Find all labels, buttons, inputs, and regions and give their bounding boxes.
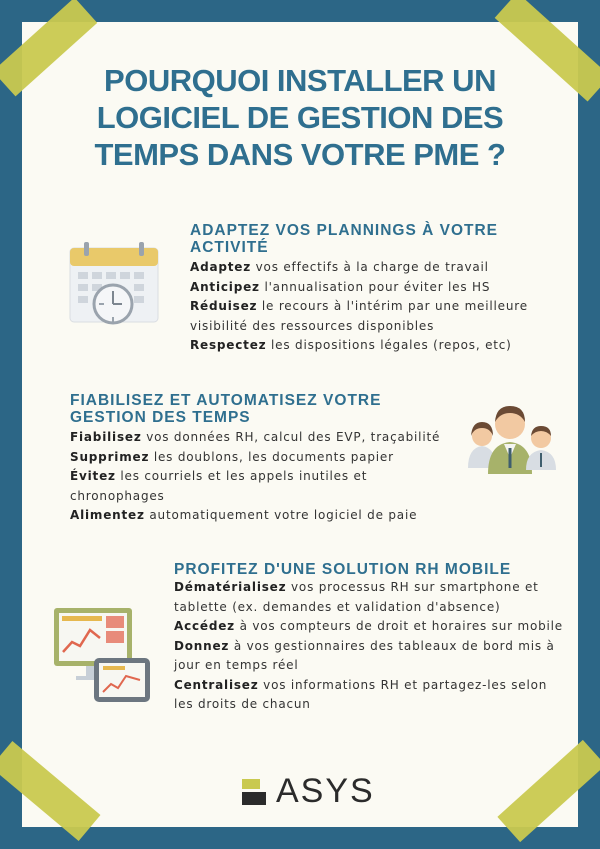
list-item — [70, 428, 465, 448]
page-title — [22, 62, 578, 173]
title-line: LOGICIEL DE GESTION DES — [96, 100, 504, 135]
section-title-line: ACTIVITÉ — [190, 239, 269, 256]
section-title — [174, 561, 511, 578]
list-item — [174, 637, 564, 676]
list-item — [190, 258, 560, 278]
item-text: les courriels et les appels inutiles et chronophages — [70, 469, 368, 503]
list-item — [190, 297, 560, 336]
list-item — [190, 278, 560, 298]
list-item — [70, 448, 465, 468]
section-list — [70, 428, 465, 526]
item-text: le recours à l'intérim par une meilleure visibilité des ressources disponibles — [190, 299, 528, 333]
section-title-line: GESTION DES TEMPS — [70, 409, 251, 426]
section-title — [70, 392, 381, 426]
item-keyword: Anticipez — [190, 279, 260, 294]
list-item — [174, 676, 564, 715]
title-line: TEMPS DANS VOTRE PME ? — [94, 137, 506, 172]
item-text: automatiquement votre logiciel de paie — [144, 508, 418, 522]
section-list — [174, 578, 564, 715]
list-item — [174, 578, 564, 617]
item-keyword: Adaptez — [190, 260, 252, 274]
section-title-line: PROFITEZ D'UNE SOLUTION RH MOBILE — [174, 561, 512, 578]
list-item — [70, 506, 465, 526]
calendar-clock-icon — [66, 238, 162, 330]
list-item — [174, 617, 564, 637]
item-keyword: Alimentez — [70, 508, 145, 522]
asys-logo — [240, 772, 375, 811]
desktop-tablet-chart-icon — [52, 606, 152, 706]
item-text: les doublons, les documents papier — [149, 449, 394, 464]
logo-text: ASYS — [276, 772, 375, 810]
title-line: POURQUOI INSTALLER UN — [104, 63, 496, 98]
item-keyword: Centralisez — [174, 677, 259, 692]
section-title — [190, 222, 498, 256]
section-list — [190, 258, 560, 356]
item-text: vos données RH, calcul des EVP, traçabilité — [141, 430, 441, 444]
item-keyword: Supprimez — [70, 449, 150, 464]
item-keyword: Respectez — [190, 338, 267, 352]
item-keyword: Fiabilisez — [70, 430, 142, 444]
item-keyword: Évitez — [70, 469, 116, 483]
section-title-line: FIABILISEZ ET AUTOMATISEZ VOTRE — [70, 392, 382, 409]
list-item — [190, 336, 560, 356]
item-keyword: Donnez — [174, 638, 230, 653]
item-keyword: Réduisez — [190, 299, 258, 313]
item-keyword: Accédez — [174, 619, 235, 633]
item-keyword: Dématérialisez — [174, 580, 287, 594]
item-text: vos effectifs à la charge de travail — [251, 260, 489, 274]
item-text: vos processus RH sur smartphone et tablette (ex. demandes et validation d'absence) — [174, 580, 539, 614]
team-people-icon — [460, 398, 560, 474]
item-text: à vos compteurs de droit et horaires sur mobile — [234, 619, 563, 633]
item-text: l'annualisation pour éviter les HS — [259, 279, 491, 294]
item-text: les dispositions légales (repos, etc) — [266, 338, 512, 352]
asys-logo-mark-icon — [240, 775, 270, 809]
list-item — [70, 467, 465, 506]
section-title-line: ADAPTEZ VOS PLANNINGS À VOTRE — [190, 222, 499, 239]
item-text: à vos gestionnaires des tableaux de bord mis à jour en temps réel — [174, 638, 555, 672]
item-text: vos informations RH et partagez-les selon les droits de chacun — [174, 677, 548, 711]
